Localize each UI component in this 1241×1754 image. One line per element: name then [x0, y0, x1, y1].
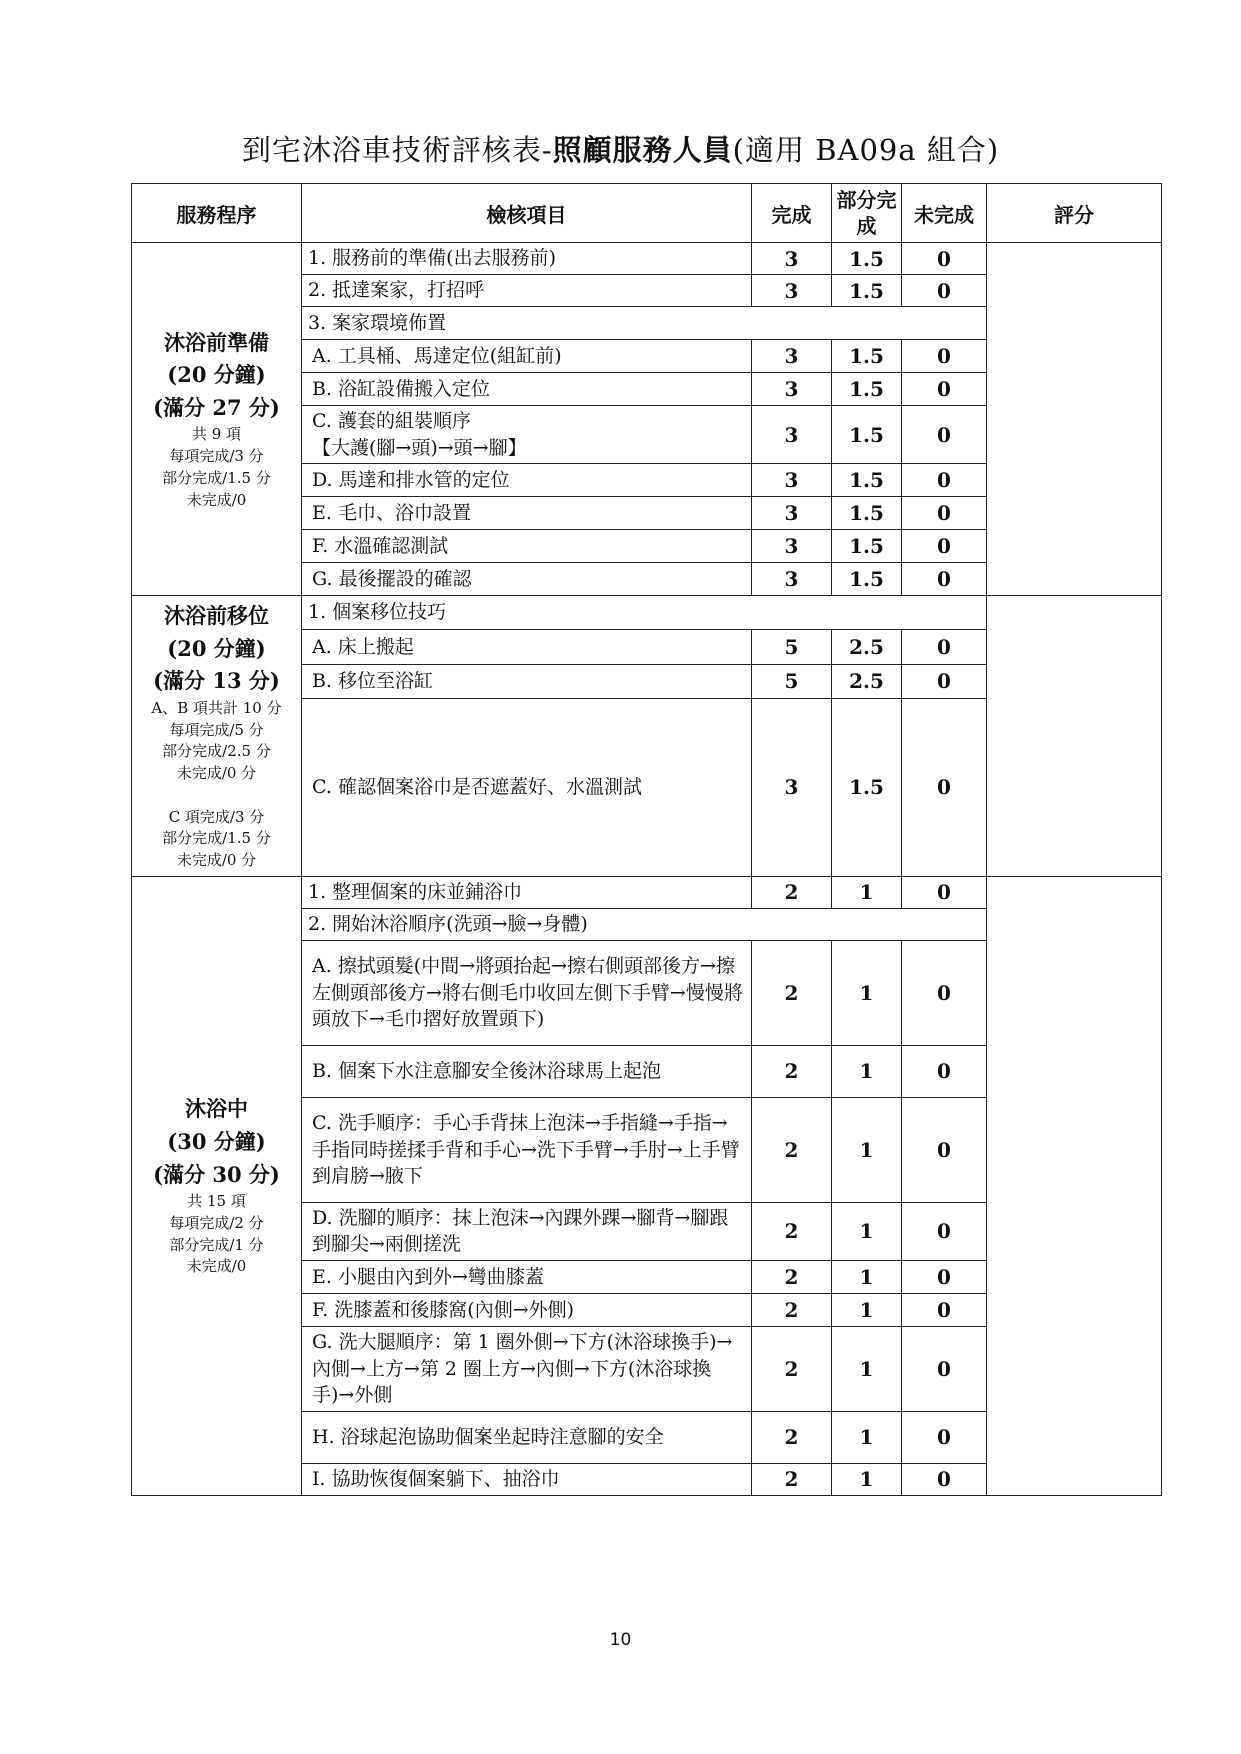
- complete-points: 2: [752, 1411, 832, 1463]
- check-item: E. 毛巾、浴巾設置: [302, 497, 752, 530]
- check-item: C. 確認個案浴巾是否遮蓋好、水溫測試: [302, 698, 752, 876]
- incomplete-points: 0: [902, 563, 987, 596]
- complete-points: 2: [752, 1202, 832, 1260]
- check-item: B. 浴缸設備搬入定位: [302, 373, 752, 406]
- incomplete-points: 0: [902, 1294, 987, 1327]
- check-item: 1. 整理個案的床並鋪浴巾: [302, 876, 752, 908]
- incomplete-points: 0: [902, 1411, 987, 1463]
- partial-points: 1: [832, 1261, 902, 1294]
- section-full-score: (滿分 30 分): [153, 1161, 280, 1187]
- check-item: B. 個案下水注意腳安全後沐浴球馬上起泡: [302, 1045, 752, 1097]
- incomplete-points: 0: [902, 275, 987, 307]
- incomplete-points: 0: [902, 340, 987, 373]
- score-input-cell[interactable]: [987, 876, 1162, 1495]
- section-duration: (20 分鐘): [167, 362, 266, 388]
- complete-points: 3: [752, 406, 832, 464]
- partial-points: 1: [832, 1202, 902, 1260]
- check-item: D. 馬達和排水管的定位: [302, 464, 752, 497]
- partial-points: 1.5: [832, 406, 902, 464]
- header-complete: 完成: [752, 184, 832, 243]
- score-input-cell[interactable]: [987, 596, 1162, 877]
- partial-points: 1: [832, 1294, 902, 1327]
- incomplete-points: 0: [902, 698, 987, 876]
- incomplete-points: 0: [902, 464, 987, 497]
- check-item: 1. 服務前的準備(出去服務前): [302, 243, 752, 275]
- partial-points: 1.5: [832, 698, 902, 876]
- complete-points: 2: [752, 940, 832, 1045]
- incomplete-points: 0: [902, 876, 987, 908]
- incomplete-points: 0: [902, 1202, 987, 1260]
- complete-points: 2: [752, 1463, 832, 1495]
- partial-points: 1: [832, 1097, 902, 1202]
- complete-points: 2: [752, 1294, 832, 1327]
- section-name: 沐浴前準備: [164, 329, 269, 355]
- complete-points: 3: [752, 340, 832, 373]
- partial-points: 1: [832, 1463, 902, 1495]
- check-item: C. 洗手順序：手心手背抹上泡沫→手指縫→手指→手指同時搓揉手背和手心→洗下手臂→手肘→上手臂到肩膀→腋下: [302, 1097, 752, 1202]
- incomplete-points: 0: [902, 940, 987, 1045]
- check-item: D. 洗腳的順序：抹上泡沫→內踝外踝→腳背→腳跟到腳尖→兩側搓洗: [302, 1202, 752, 1260]
- section-duration: (20 分鐘): [167, 635, 266, 661]
- section-duration: (30 分鐘): [167, 1129, 266, 1155]
- complete-points: 3: [752, 530, 832, 563]
- complete-points: 2: [752, 1045, 832, 1097]
- check-item: C. 護套的組裝順序 【大護(腳→頭)→頭→腳】: [302, 406, 752, 464]
- table-row: [132, 596, 1162, 630]
- section-note: 共 9 項 每項完成/3 分 部分完成/1.5 分 未完成/0: [162, 425, 271, 509]
- check-item: A. 擦拭頭髮(中間→將頭抬起→擦右側頭部後方→擦左側頭部後方→將右側毛巾收回左側下手臂→慢慢將頭放下→毛巾摺好放置頭下): [302, 940, 752, 1045]
- section-note: 共 15 項 每項完成/2 分 部分完成/1 分 未完成/0: [169, 1192, 264, 1276]
- check-item: E. 小腿由內到外→彎曲膝蓋: [302, 1261, 752, 1294]
- check-item: A. 床上搬起: [302, 630, 752, 664]
- partial-points: 2.5: [832, 664, 902, 698]
- incomplete-points: 0: [902, 497, 987, 530]
- section-name: 沐浴前移位: [164, 603, 269, 629]
- header-score: 評分: [987, 184, 1162, 243]
- complete-points: 3: [752, 464, 832, 497]
- complete-points: 3: [752, 698, 832, 876]
- check-item: G. 最後擺設的確認: [302, 563, 752, 596]
- complete-points: 3: [752, 497, 832, 530]
- incomplete-points: 0: [902, 1045, 987, 1097]
- partial-points: 1: [832, 1327, 902, 1412]
- complete-points: 3: [752, 373, 832, 406]
- partial-points: 1.5: [832, 464, 902, 497]
- check-item: 2. 抵達案家，打招呼: [302, 275, 752, 307]
- partial-points: 1.5: [832, 340, 902, 373]
- incomplete-points: 0: [902, 243, 987, 275]
- check-item: 1. 個案移位技巧: [302, 596, 987, 630]
- section-cell: [132, 243, 302, 596]
- check-item: 3. 案家環境佈置: [302, 307, 987, 340]
- partial-points: 1.5: [832, 275, 902, 307]
- table-row: [132, 243, 1162, 275]
- check-item: F. 水溫確認測試: [302, 530, 752, 563]
- check-item: G. 洗大腿順序：第 1 圈外側→下方(沐浴球換手)→內側→上方→第 2 圈上方→內側→下方(沐浴球換手)→外側: [302, 1327, 752, 1412]
- check-item: F. 洗膝蓋和後膝窩(內側→外側): [302, 1294, 752, 1327]
- partial-points: 1.5: [832, 373, 902, 406]
- header-partial: 部分完成: [832, 184, 902, 243]
- check-item: B. 移位至浴缸: [302, 664, 752, 698]
- header-procedure: 服務程序: [132, 184, 302, 243]
- section-cell: [132, 876, 302, 1495]
- complete-points: 2: [752, 1261, 832, 1294]
- complete-points: 5: [752, 664, 832, 698]
- section-note: A、B 項共計 10 分 每項完成/5 分 部分完成/2.5 分 未完成/0 分 C 項完成/3 分 部分完成/1.5 分 未完成/0 分: [151, 698, 282, 870]
- complete-points: 2: [752, 1097, 832, 1202]
- header-item: 檢核項目: [302, 184, 752, 243]
- header-incomplete: 未完成: [902, 184, 987, 243]
- table-row: [132, 876, 1162, 908]
- check-item: A. 工具桶、馬達定位(組缸前): [302, 340, 752, 373]
- incomplete-points: 0: [902, 1327, 987, 1412]
- page-number: 10: [609, 1630, 632, 1650]
- section-full-score: (滿分 27 分): [153, 394, 280, 420]
- check-item: I. 協助恢復個案躺下、抽浴巾: [302, 1463, 752, 1495]
- incomplete-points: 0: [902, 664, 987, 698]
- partial-points: 2.5: [832, 630, 902, 664]
- incomplete-points: 0: [902, 1463, 987, 1495]
- complete-points: 2: [752, 876, 832, 908]
- partial-points: 1.5: [832, 497, 902, 530]
- complete-points: 5: [752, 630, 832, 664]
- incomplete-points: 0: [902, 1097, 987, 1202]
- partial-points: 1.5: [832, 243, 902, 275]
- header-row: [132, 184, 1162, 243]
- complete-points: 3: [752, 563, 832, 596]
- section-cell: [132, 596, 302, 877]
- score-input-cell[interactable]: [987, 243, 1162, 596]
- section-name: 沐浴中: [185, 1096, 248, 1122]
- incomplete-points: 0: [902, 373, 987, 406]
- partial-points: 1: [832, 876, 902, 908]
- incomplete-points: 0: [902, 630, 987, 664]
- complete-points: 3: [752, 275, 832, 307]
- incomplete-points: 0: [902, 1261, 987, 1294]
- complete-points: 2: [752, 1327, 832, 1412]
- incomplete-points: 0: [902, 530, 987, 563]
- evaluation-table: [131, 183, 1162, 1496]
- section-full-score: (滿分 13 分): [153, 668, 280, 694]
- incomplete-points: 0: [902, 406, 987, 464]
- page-title: 到宅沐浴車技術評核表-照顧服務人員(適用 BA09a 組合): [241, 133, 1000, 167]
- partial-points: 1: [832, 940, 902, 1045]
- check-item: 2. 開始沐浴順序(洗頭→臉→身體): [302, 908, 987, 940]
- partial-points: 1: [832, 1411, 902, 1463]
- partial-points: 1.5: [832, 530, 902, 563]
- check-item: H. 浴球起泡協助個案坐起時注意腳的安全: [302, 1411, 752, 1463]
- partial-points: 1.5: [832, 563, 902, 596]
- partial-points: 1: [832, 1045, 902, 1097]
- complete-points: 3: [752, 243, 832, 275]
